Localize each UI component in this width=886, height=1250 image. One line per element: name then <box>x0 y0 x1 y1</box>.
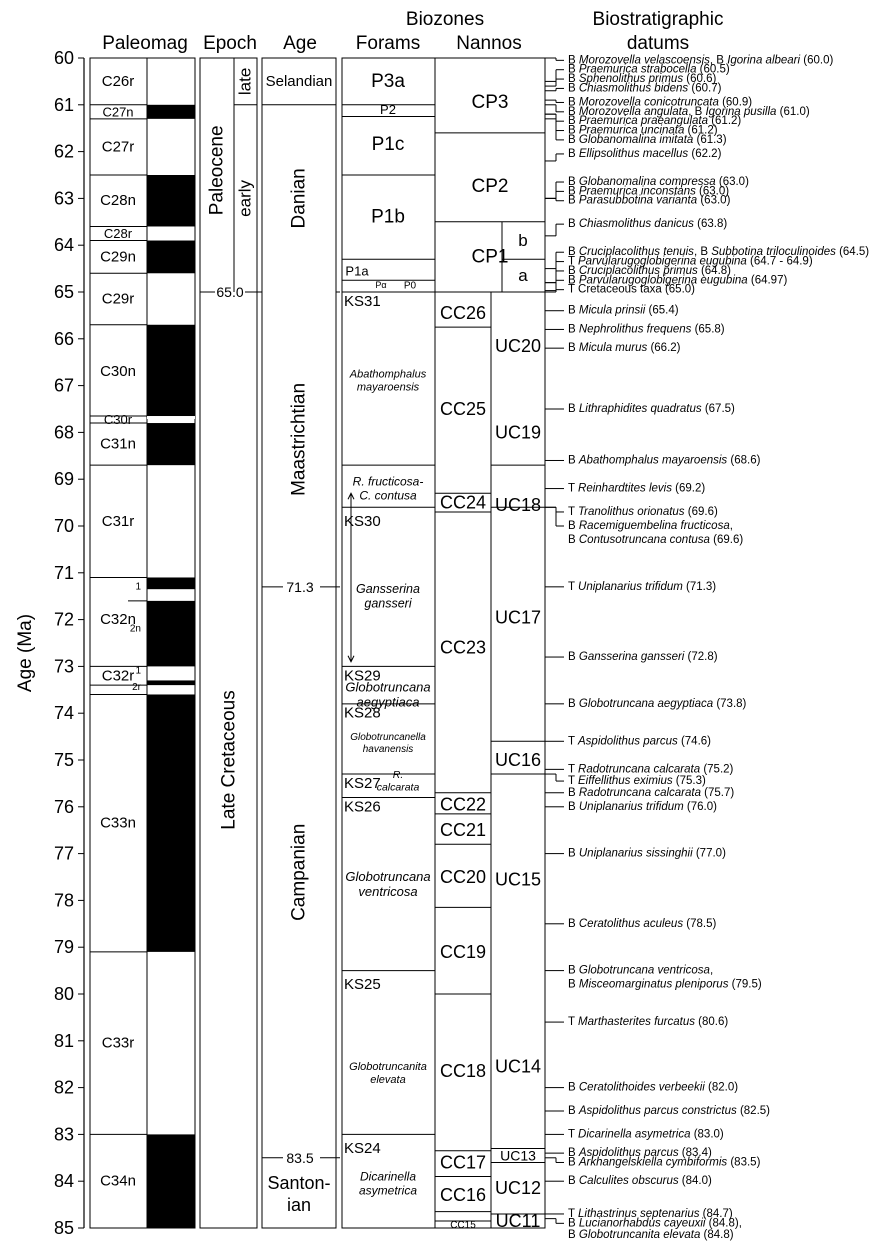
boundary-age-65: 65.0 <box>216 284 244 300</box>
foram-species-label: R. fructicosa- <box>352 474 424 489</box>
datum-label: B Cruciplacolithus primus (64.8) <box>568 264 731 277</box>
foram-ks-label: KS31 <box>344 292 381 310</box>
stage-label: ian <box>286 1194 312 1215</box>
datum-label: B Globotruncana aegyptiaca (73.8) <box>568 697 747 710</box>
polarity-reversed-thin <box>147 416 195 419</box>
epoch-late: late <box>235 67 255 96</box>
chron-label: C34n <box>100 1172 136 1190</box>
foram-ks-label: KS27 <box>344 774 381 792</box>
y-tick-label: 66 <box>53 328 74 349</box>
y-tick-label: 85 <box>53 1218 74 1238</box>
polarity-normal-block <box>147 105 195 119</box>
datum-label: T Parvularugoglobigerina eugubina (64.7 - 64.9) <box>568 255 813 268</box>
y-tick-label: 62 <box>53 141 74 162</box>
datum-label: B Praemurica inconstans (63.0) <box>568 185 730 198</box>
y-tick-label: 61 <box>53 94 74 115</box>
datum-label: B Parasubbotina varianta (63.0) <box>568 194 731 207</box>
datum-label: B Contusotruncana contusa (69.6) <box>568 534 744 547</box>
y-tick-label: 63 <box>53 188 74 209</box>
y-tick-label: 82 <box>53 1077 74 1098</box>
boundary-age-835: 83.5 <box>286 1149 314 1166</box>
header-epoch: Epoch <box>203 33 257 54</box>
chron-label: C30n <box>100 363 136 381</box>
polarity-normal-block <box>147 694 195 951</box>
y-tick-label: 71 <box>53 562 74 583</box>
foram-zone-label: P1b <box>371 206 405 228</box>
header-age: Age <box>283 33 317 54</box>
datum-label: B Ellipsolithus macellus (62.2) <box>568 147 722 160</box>
polarity-normal-block <box>147 1134 195 1228</box>
foram-species-label: asymetrica <box>358 1183 418 1198</box>
header-datums-2: datums <box>626 33 690 54</box>
epoch-paleocene: Paleocene <box>206 125 228 216</box>
datum-label: T Tranolithus orionatus (69.6) <box>568 505 718 518</box>
foram-ks-label: KS30 <box>344 512 381 530</box>
chron-sublabel: 2r <box>132 681 141 693</box>
chron-label: C32r <box>101 667 135 685</box>
foram-zone-label: P1a <box>345 263 369 279</box>
cc-zone-label: CC15 <box>450 1220 476 1232</box>
chron-label: C29n <box>100 248 136 266</box>
datum-label: B Uniplanarius sissinghii (77.0) <box>568 847 726 860</box>
datum-label: B Praemurica praeangulata (61.2) <box>568 115 742 128</box>
uc-zone-label: UC17 <box>494 607 542 628</box>
polarity-normal-block <box>147 577 195 589</box>
datum-label: B Praemurica uncinata (61.2) <box>568 124 718 137</box>
foram-species-label: gansseri <box>364 596 412 611</box>
chron-label: C33r <box>101 1034 135 1052</box>
foram-species-label: aegyptiaca <box>356 694 420 710</box>
foram-species-label: calcarata <box>376 781 420 794</box>
header-biozones: Biozones <box>405 9 485 30</box>
chron-sublabel: 2n <box>129 623 141 635</box>
foram-zone-label: P1c <box>371 134 405 156</box>
polarity-normal-block <box>147 680 195 685</box>
nannos-cc-column <box>435 292 491 1228</box>
datum-label: B Globotruncanita elevata (84.8) <box>568 1229 734 1242</box>
cc-zone-label: CC26 <box>439 303 487 324</box>
polarity-normal-block <box>147 241 195 274</box>
cp-zone-label: CP3 <box>471 91 509 113</box>
foram-species-label: Abathomphalus <box>349 368 427 381</box>
y-tick-label: 67 <box>53 375 74 396</box>
cc-zone-label: CC19 <box>439 941 487 962</box>
y-tick-label: 65 <box>53 282 74 302</box>
chron-label: C29r <box>101 290 135 308</box>
polarity-normal-block <box>147 325 195 419</box>
y-tick-label: 76 <box>53 796 74 817</box>
foram-species-label: C. contusa <box>359 488 417 503</box>
chron-label: C27r <box>101 138 135 156</box>
y-tick-label: 73 <box>53 656 74 677</box>
foram-species-label: Globotruncanita <box>349 1061 427 1074</box>
y-axis-label: Age (Ma) <box>15 613 36 693</box>
polarity-normal-block <box>147 423 195 465</box>
cp1-sub-b: b <box>518 231 528 251</box>
forams-column <box>342 58 435 1228</box>
epoch-late-cretaceous: Late Cretaceous <box>218 690 240 830</box>
datum-label: B Globotruncana ventricosa, <box>568 964 714 977</box>
chron-sublabel: 1 <box>135 581 141 593</box>
header-datums-1: Biostratigraphic <box>592 9 724 30</box>
datum-label: B Gansserina gansseri (72.8) <box>568 651 718 664</box>
chron-label: C32n <box>100 611 136 629</box>
y-tick-label: 72 <box>53 609 74 630</box>
y-tick-label: 80 <box>53 984 74 1004</box>
foram-ks-label: KS26 <box>344 798 381 816</box>
cp1-sub-a: a <box>518 266 528 286</box>
datum-label: B Racemiguembelina fructicosa, <box>568 520 733 532</box>
datum-label: T Dicarinella asymetrica (83.0) <box>568 1128 724 1141</box>
uc-zone-label: UC12 <box>494 1178 542 1199</box>
cp-zone-label: CP2 <box>471 176 509 198</box>
datum-label: B Uniplanarius trifidum (76.0) <box>568 800 717 813</box>
y-tick-label: 83 <box>53 1124 74 1145</box>
datum-label: B Cruciplacolithus tenuis, B Subbotina triloculinoides (64.5) <box>568 246 870 259</box>
foram-species-label: ventricosa <box>358 884 418 900</box>
foram-species-label: mayaroensis <box>356 381 420 394</box>
chron-label: C27n <box>102 104 134 120</box>
foram-species-label: Globotruncana <box>345 679 431 695</box>
epoch-early: early <box>235 179 255 217</box>
datum-label: B Chiasmolithus danicus (63.8) <box>568 218 728 231</box>
datum-label: B Aspidolithus parcus constrictus (82.5) <box>568 1105 771 1117</box>
uc-zone-label: UC11 <box>495 1210 541 1231</box>
foram-zone-label: Pα <box>375 279 387 290</box>
foram-ks-label: KS25 <box>344 976 381 994</box>
stage-label: Selandian <box>265 72 333 90</box>
datum-label: B Sphenolithus primus (60.6) <box>568 73 717 86</box>
stage-label: Danian <box>288 168 310 229</box>
header-nannos: Nannos <box>456 33 522 54</box>
uc-zone-label: UC20 <box>494 335 542 356</box>
datum-label: B Ceratolithoides verbeekii (82.0) <box>568 1081 739 1094</box>
uc-zone-label: UC19 <box>494 422 542 443</box>
foram-species-label: Dicarinella <box>359 1169 417 1184</box>
chron-label: C31n <box>100 435 136 453</box>
foram-ks-label: KS29 <box>344 667 381 685</box>
foram-ks-label: KS24 <box>344 1139 381 1157</box>
datum-label: B Morozovella conicotruncata (60.9) <box>568 96 753 109</box>
datum-label: B Misceomarginatus pleniporus (79.5) <box>568 978 762 991</box>
chron-sublabel: 1 <box>135 665 141 677</box>
stage-label: Santon- <box>267 1172 331 1193</box>
datum-label: B Arkhangelskiella cymbiformis (83.5) <box>568 1156 761 1169</box>
cc-zone-label: CC17 <box>439 1152 487 1173</box>
header-paleomag: Paleomag <box>102 33 188 54</box>
y-tick-label: 75 <box>53 750 74 770</box>
datum-label: B Chiasmolithus bidens (60.7) <box>568 82 722 95</box>
datum-label: B Globanomalina imitata (61.3) <box>568 133 727 146</box>
foram-species-label: Globotruncanella <box>350 732 426 744</box>
datum-label: T Uniplanarius trifidum (71.3) <box>568 580 717 593</box>
y-tick-label: 77 <box>53 843 74 864</box>
chron-label: C26r <box>101 72 135 90</box>
datum-label: T Eiffellithus eximius (75.3) <box>568 775 706 788</box>
y-tick-label: 69 <box>53 469 74 490</box>
cc-zone-label: CC16 <box>439 1185 487 1206</box>
stage-column <box>262 58 336 1228</box>
foram-species-label: Globotruncana <box>345 869 431 885</box>
chron-label: C30r <box>103 411 133 427</box>
cp-zone-label: CP1 <box>471 246 509 268</box>
header-forams: Forams <box>355 33 421 54</box>
datum-label: T Aspidolithus parcus (74.6) <box>568 735 711 748</box>
polarity-normal-block <box>147 175 195 226</box>
uc-zone-label: UC18 <box>494 494 542 515</box>
datum-label: B Lithraphidites quadratus (67.5) <box>568 403 735 415</box>
y-tick-label: 68 <box>53 422 74 443</box>
datum-label: B Radotruncana calcarata (75.7) <box>568 786 735 799</box>
y-tick-label: 79 <box>53 937 74 958</box>
datum-label: B Lucianorhabdus cayeuxii (84.8), <box>568 1217 742 1230</box>
y-tick-label: 84 <box>53 1171 74 1192</box>
datum-label: B Calculites obscurus (84.0) <box>568 1175 712 1188</box>
cc-zone-label: CC21 <box>439 820 487 841</box>
foram-zone-label: P2 <box>380 101 396 117</box>
chron-label: C28r <box>103 226 133 241</box>
cc-zone-label: CC24 <box>439 492 487 513</box>
foram-zone-label: P0 <box>403 280 417 292</box>
datum-label: B Parvularugoglobigerina eugubina (64.97) <box>568 274 788 287</box>
y-tick-label: 60 <box>53 48 74 68</box>
datum-label: B Micula prinsii (65.4) <box>568 304 679 317</box>
cc-zone-label: CC22 <box>439 794 487 815</box>
chron-label: C31r <box>101 512 135 530</box>
datum-label: B Morozovella angulata, B Igorina pusilla (61.0) <box>568 105 810 118</box>
boundary-age-713: 71.3 <box>286 578 314 595</box>
uc-zone-label: UC15 <box>494 869 542 890</box>
cc-zone-label: CC20 <box>439 867 487 887</box>
chron-label: C28n <box>100 192 136 210</box>
datum-label: T Lithastrinus septenarius (84.7) <box>568 1207 733 1220</box>
y-tick-label: 74 <box>53 703 74 724</box>
y-tick-label: 64 <box>53 235 74 256</box>
datum-label: B Aspidolithus parcus (83.4) <box>568 1147 712 1160</box>
cc-zone-label: CC25 <box>439 399 487 419</box>
datum-label: T Reinhardtites levis (69.2) <box>568 482 706 495</box>
foram-species-label: havanensis <box>362 744 414 756</box>
datum-label: B Nephrolithus frequens (65.8) <box>568 323 725 336</box>
epoch-column <box>200 58 257 1228</box>
stage-label: Maastrichtian <box>288 382 310 496</box>
foram-species-label: Gansserina <box>356 581 420 596</box>
uc-zone-label: UC16 <box>494 750 542 770</box>
y-tick-label: 78 <box>53 890 74 911</box>
datum-label: B Abathomphalus mayaroensis (68.6) <box>568 454 761 467</box>
datum-label: B Ceratolithus aculeus (78.5) <box>568 917 717 930</box>
foram-ks-label: KS28 <box>344 704 381 722</box>
datum-label: T Cretaceous taxa (65.0) <box>568 283 695 296</box>
stage-label: Campanian <box>288 823 310 921</box>
datum-label: T Radotruncana calcarata (75.2) <box>568 763 734 776</box>
uc-zone-label: UC14 <box>494 1056 542 1077</box>
datum-label: B Morozovella velascoensis, B Igorina albeari (60.0) <box>568 54 834 67</box>
y-tick-label: 81 <box>53 1030 74 1051</box>
foram-zone-label: P3a <box>371 70 405 92</box>
cc-zone-label: CC23 <box>439 637 487 658</box>
datum-label: T Marthasterites furcatus (80.6) <box>568 1016 729 1029</box>
datum-label: B Globanomalina compressa (63.0) <box>568 176 749 189</box>
foram-species-label: elevata <box>370 1074 406 1087</box>
datum-label: B Praemurica strabocella (60.5) <box>568 63 730 76</box>
cc-zone-label: CC18 <box>439 1061 487 1082</box>
datum-label: B Micula murus (66.2) <box>568 342 681 355</box>
chron-label: C33n <box>100 814 136 832</box>
foram-species-label: R. <box>392 768 404 781</box>
uc-zone-label: UC13 <box>500 1147 536 1164</box>
polarity-normal-block <box>147 601 195 667</box>
y-tick-label: 70 <box>53 516 74 536</box>
